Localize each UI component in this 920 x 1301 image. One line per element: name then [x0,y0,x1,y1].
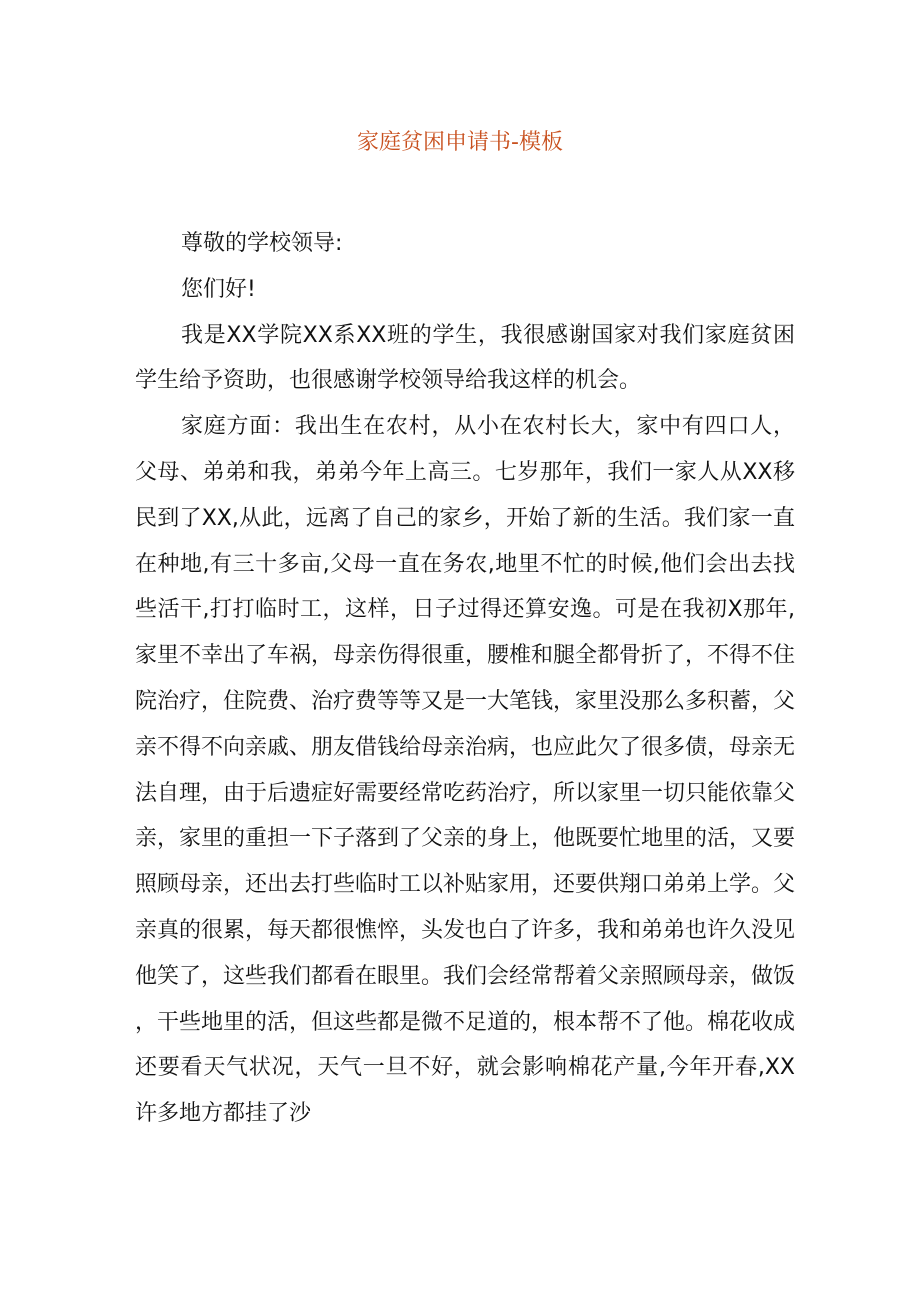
document-body [135,221,795,1137]
family-paragraph: 家庭方面：我出生在农村，从小在农村长大，家中有四口人，父母、弟弟和我，弟弟今年上高三。七岁那年，我们一家人从XX移民到了XX,从此，远离了自己的家乡，开始了新的生活。我们家一直在种地,有三十多亩,父母一直在务农,地里不忙的时候,他们会出去找些活干,打打临时工，这样，日子过得还算安逸。可是在我初X那年,家里不幸出了车祸，母亲伤得很重，腰椎和腿全都骨折了，不得不住院治疗，住院费、治疗费等等又是一大笔钱，家里没那么多积蓄，父亲不得不向亲戚、朋友借钱给母亲治病，也应此欠了很多债，母亲无法自理，由于后遗症好需要经常吃药治疗，所以家里一切只能依靠父亲，家里的重担一下子落到了父亲的身上，他既要忙地里的活，又要照顾母亲，还出去打些临时工以补贴家用，还要供翔口弟弟上学。父亲真的很累，每天都很憔悴，头发也白了许多，我和弟弟也许久没见他笑了，这些我们都看在眼里。我们会经常帮着父亲照顾母亲，做饭，干些地里的活，但这些都是微不足道的，根本帮不了他。棉花收成还要看天气状况，天气一旦不好，就会影响棉花产量,今年开春,XX许多地方都挂了沙 [135,414,796,1127]
document-title: 家庭贫困申请书-模板 [357,130,563,155]
salutation: 尊敬的学校领导: [181,231,343,256]
greeting: 您们好! [181,276,256,302]
intro-paragraph: 我是XX学院XX系XX班的学生，我很感谢国家对我们家庭贫困学生给予资助，也很感谢学校领导给我这样的机会。 [135,322,795,394]
